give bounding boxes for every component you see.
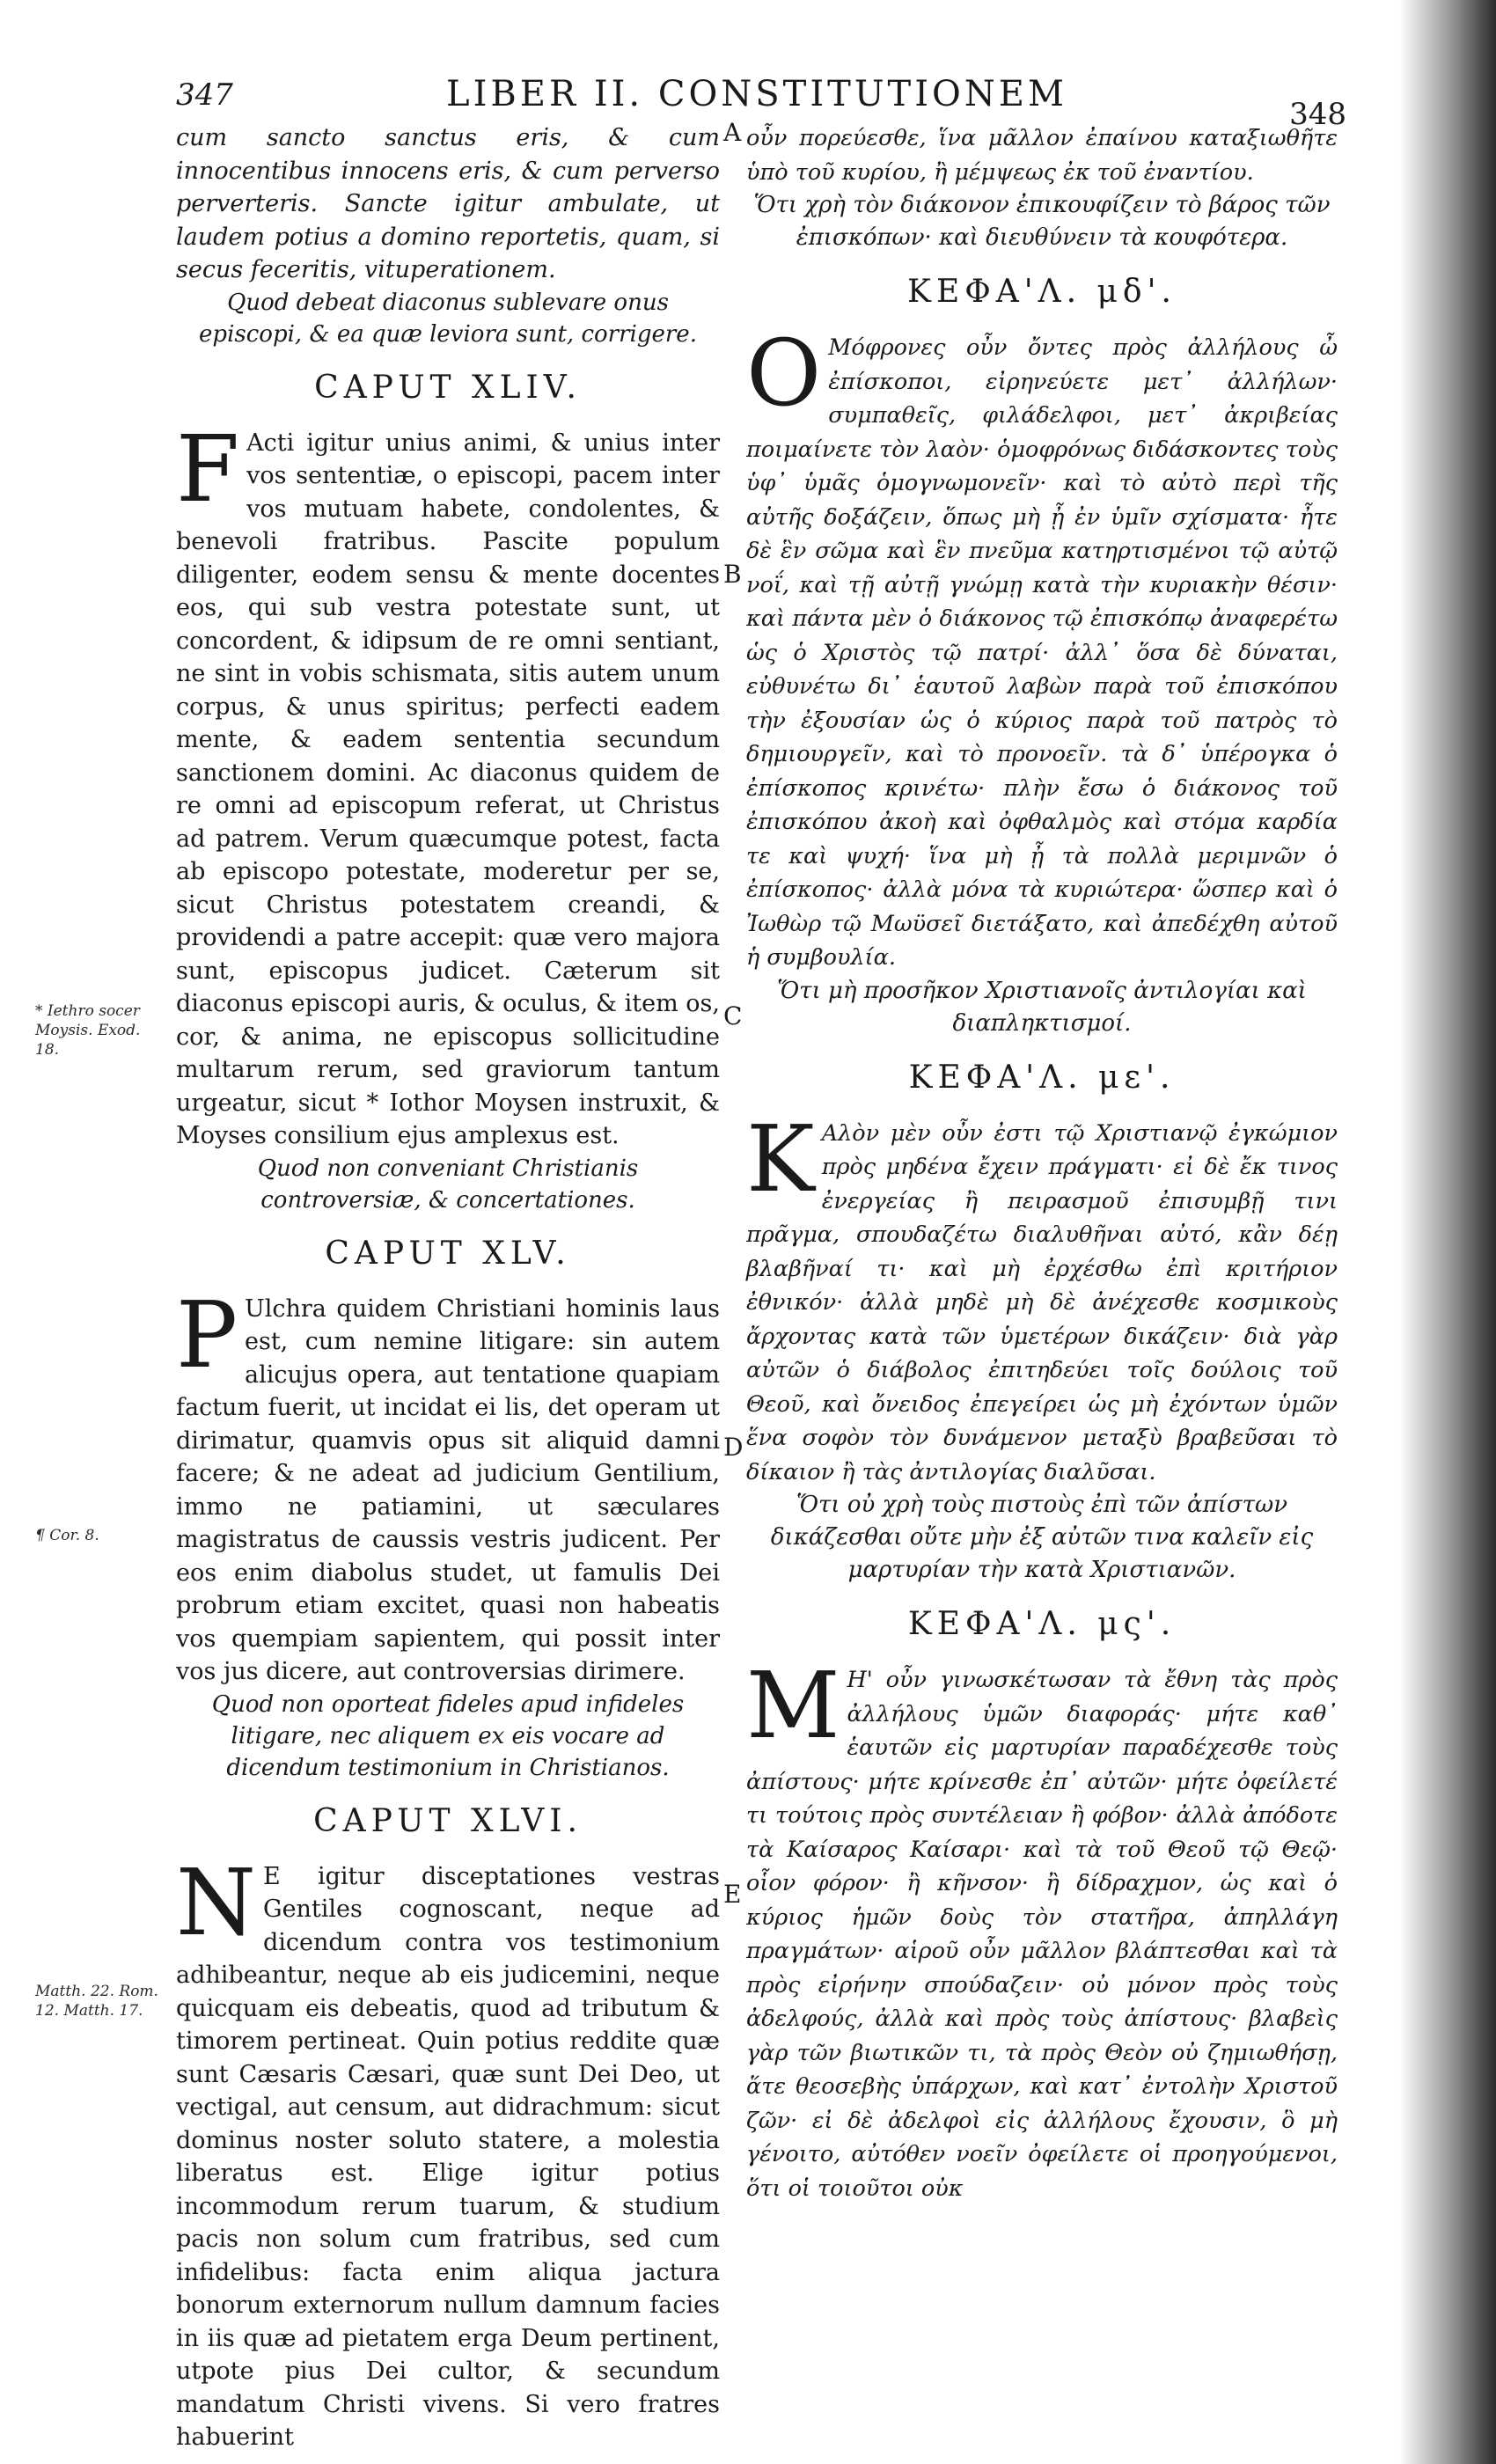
right-page-number: 348 bbox=[1289, 97, 1346, 132]
drop-cap-kappa: Κ bbox=[746, 1104, 815, 1213]
greek-chapter-46-body: Η' οὖν γινωσκέτωσαν τὰ ἔθνη τὰς πρὸς ἀλλήλους ὑμῶν διαφοράς· μήτε καθ᾽ ἑαυτῶν εἰς μαρτυρίαν παραδέχεσθε τοὺς ἀπίστους· μήτε κρίνεσθε ἐπ᾽ αὐτῶν· μήτε ὀφείλετέ τι τούτοις πρὸς συντέλειαν ἢ φόβον· ἀλλὰ ἀπόδοτε τὰ Καίσαρος Καίσαρι· καὶ τὰ τοῦ Θεοῦ τῷ Θεῷ· οἷον φόρον· ἢ κῆνσον· ἢ δίδραχμον, ὡς καὶ ὁ κύριος ἡμῶν δοὺς τὸν στατῆρα, ἀπηλλάγη πραγμάτων· αἱροῦ οὖν μᾶλλον βλάπτεσθαι καὶ τὰ πρὸς εἰρήνην σπούδαζειν· οὐ μόνον πρὸς τοὺς ἀδελφούς, ἀλλὰ καὶ πρὸς τοὺς ἀπίστους· βλαβεὶς γὰρ τῶν βιωτικῶν τι, τὰ πρὸς Θεὸν οὐ ζημιωθήσῃ, ἅτε θεοσεβὴς ὑπάρχων, καὶ κατ᾽ ἐντολὴν Χριστοῦ ζῶν· εἰ δὲ ἀδελφοὶ εἰς ἀλλήλους ἔχουσιν, ὃ μὴ γένοιτο, αὐτόθεν νοεῖν ὀφείλετε οἱ προηγούμενοι, ὅτι οἱ τοιοῦτοι οὐκ bbox=[746, 1667, 1338, 2202]
section-letter-a: A bbox=[723, 118, 742, 147]
drop-cap-mu: Μ bbox=[746, 1652, 840, 1759]
latin-chapter-45-text bbox=[176, 1280, 720, 1689]
left-page-number: 347 bbox=[176, 77, 233, 113]
greek-column bbox=[746, 121, 1338, 2394]
latin-chapter-46-heading: CAPUT XLVI. bbox=[313, 1802, 583, 1839]
latin-rubric-44: Quod debeat diaconus sublevare onus episcopi, & ea quæ leviora sunt, corrigere. bbox=[199, 289, 697, 348]
latin-chapter-44-text bbox=[176, 414, 720, 1153]
drop-cap-n: N bbox=[176, 1848, 256, 1956]
latin-column bbox=[176, 121, 720, 2451]
greek-chapter-46-heading: ΚΕΦΑ'Λ. μς'. bbox=[907, 1606, 1177, 1642]
latin-chapter-46-body: E igitur disceptationes vestras Gentiles cognoscant, neque ad dicendum contra vos testimonium adhibeantur, neque ab eis judicemini, neque quicquam eis debeatis, quod ad tributum & timorem pertineat. Quin potius reddite quæ sunt Cæsaris Cæsari, quæ sunt Dei Deo, ut vectigal, aut censum, aut didrachmum: sicut dominus noster soluto statere, a molestia liberatus est. Elige igitur potius incommodum rerum tuarum, & studium pacis non solum cum fratribus, sed cum infidelibus: facta enim aliqua jactura bonorum externorum nullum damnum facies in iis quæ ad pietatem erga Deum pertinent, utpote pius Dei cultor, & secundum mandatum Christi vivens. Si vero fratres habuerint bbox=[176, 1862, 720, 2451]
latin-chapter-46-text bbox=[176, 1848, 720, 2454]
running-head bbox=[176, 70, 1346, 132]
latin-continuation: cum sancto sanctus eris, & cum innocentibus innocens eris, & cum perverso perverteris. Sancte igitur ambulate, ut laudem potius a domino reportetis, quam, si secus feceritis, vituperationem. bbox=[176, 124, 720, 283]
greek-chapter-44-body: Μόφρονες οὖν ὄντες πρὸς ἀλλήλους ὦ ἐπίσκοποι, εἰρηνεύετε μετ᾽ ἀλλήλων· συμπαθεῖς, φιλάδελφοι, μετ᾽ ἀκριβείας ποιμαίνετε τὸν λαὸν· ὁμοφρόνως διδάσκοντες τοὺς ὑφ᾽ ὑμᾶς ὁμογνωμονεῖν· καὶ τὸ αὐτὸ περὶ τῆς αὐτῆς δοξάζειν, ὅπως μὴ ᾖ ἐν ὑμῖν σχίσματα· ἦτε δὲ ἓν σῶμα καὶ ἓν πνεῦμα κατηρτισμένοι τῷ αὐτῷ νοΐ, καὶ τῇ αὐτῇ γνώμῃ κατὰ τὴν κυριακὴν θέσιν· καὶ πάντα μὲν ὁ διάκονος τῷ ἐπισκόπῳ ἀναφερέτω ὡς ὁ Χριστὸς τῷ πατρί· ἀλλ᾽ ὅσα δὲ δύναται, εὐθυνέτω δι᾽ ἑαυτοῦ λαβὼν παρὰ τοῦ ἐπισκόπου τὴν ἐξουσίαν ὡς ὁ κύριος παρὰ τοῦ πατρὸς τὸ δημιουργεῖν, καὶ τὸ προνοεῖν. τὰ δ᾽ ὑπέρογκα ὁ ἐπίσκοπος κρινέτω· πλὴν ἔσω ὁ διάκονος τοῦ ἐπισκόπου ἀκοὴ καὶ ὀφθαλμὸς καὶ στόμα καρδία τε καὶ ψυχή· ἵνα μὴ ᾖ τὰ πολλὰ μεριμνῶν ὁ ἐπίσκοπος· ἀλλὰ μόνα τὰ κυριώτερα· ὥσπερ καὶ ὁ Ἰωθὼρ τῷ Μωϋσεῖ διετάξατο, καὶ ἀπεδέχθη αὐτοῦ ἡ συμβουλία. bbox=[746, 334, 1338, 971]
margin-note-jethro: * Iethro socer Moysis. Exod. 18. bbox=[35, 1002, 141, 1059]
section-letter-c: C bbox=[723, 1001, 743, 1030]
greek-chapter-44-text bbox=[746, 319, 1338, 975]
drop-cap-omicron: Ο bbox=[746, 319, 822, 427]
drop-cap-f: F bbox=[176, 414, 240, 523]
page-title: LIBER II. CONSTITUTIONEM bbox=[446, 74, 1067, 114]
greek-chapter-45-heading: ΚΕΦΑ'Λ. με'. bbox=[908, 1059, 1176, 1096]
greek-chapter-44-heading: ΚΕΦΑ'Λ. μδ'. bbox=[907, 274, 1177, 310]
latin-chapter-45-heading: CAPUT XLV. bbox=[325, 1235, 571, 1272]
greek-rubric-46: Ὅτι οὐ χρὴ τοὺς πιστοὺς ἐπὶ τῶν ἀπίστων δικάζεσθαι οὔτε μὴν ἐξ αὐτῶν τινα καλεῖν εἰς μαρτυρίαν τὴν κατὰ Χριστιανῶν. bbox=[770, 1492, 1314, 1583]
greek-chapter-46-text bbox=[746, 1652, 1338, 2205]
latin-rubric-45: Quod non conveniant Christianis controversiæ, & concertationes. bbox=[257, 1155, 639, 1214]
latin-rubric-46: Quod non oporteat fideles apud infideles litigare, nec aliquem ex eis vocare ad dicendum testimonium in Christianos. bbox=[211, 1690, 685, 1781]
greek-chapter-45-body: Αλὸν μὲν οὖν ἐστι τῷ Χριστιανῷ ἐγκώμιον πρὸς μηδένα ἔχειν πράγματι· εἰ δὲ ἔκ τινος ἐνεργείας ἢ πειρασμοῦ ἐπισυμβῇ τινι πρᾶγμα, σπουδαζέτω διαλυθῆναι αὐτό, κἂν δέῃ βλαβῆναί τι· καὶ μὴ ἐρχέσθω ἐπὶ κριτήριον ἐθνικόν· ἀλλὰ μηδὲ μὴ δὲ ἀνέχεσθε κοσμικοὺς ἄρχοντας κατὰ τῶν ὑμετέρων δικάζειν· διὰ γὰρ αὐτῶν ὁ διάβολος ἐπιτηδεύει τοῖς δούλοις τοῦ Θεοῦ, καὶ ὄνειδος ἐπεγείρει ὡς μὴ ἐχόντων ὑμῶν ἕνα σοφὸν τὸν δυνάμενον μεταξὺ βραβεῦσαι τὸ δίκαιον ἢ τὰς ἀντιλογίας διαλῦσαι. bbox=[746, 1119, 1338, 1485]
section-letter-d: D bbox=[723, 1433, 744, 1462]
section-letter-e: E bbox=[723, 1880, 742, 1909]
greek-rubric-45: Ὅτι μὴ προσῆκον Χριστιανοῖς ἀντιλογίαι καὶ διαπληκτισμοί. bbox=[777, 977, 1307, 1037]
page-edge-shadow bbox=[1399, 0, 1496, 2464]
section-letter-b: B bbox=[723, 560, 742, 589]
latin-chapter-45-body: Ulchra quidem Christiani hominis laus est, cum nemine litigare: sin autem alicujus opera, aut tentatione quapiam factum fuerit, ut incidat ei lis, det operam ut dirimatur, quamvis opus sit aliquid damni facere; & ne adeat ad judicium Gentilium, immo ne patiamini, ut sæculares magistratus de caussis vestris judicent. Per eos enim diabolus studet, ut famulis Dei probrum etiam excitet, quasi non habeatis vos quempiam sapientem, qui possit inter vos jus dicere, aut controversias dirimere. bbox=[176, 1294, 720, 1685]
drop-cap-p: P bbox=[176, 1280, 238, 1389]
margin-note-matth: Matth. 22. Rom. 12. Matth. 17. bbox=[35, 1983, 158, 2020]
greek-continuation: οὖν πορεύεσθε, ἵνα μᾶλλον ἐπαίνου καταξιωθῆτε ὑπὸ τοῦ κυρίου, ἢ μέμψεως ἐκ τοῦ ἐναντίου. bbox=[746, 125, 1338, 186]
margin-note-cor: ¶ Cor. 8. bbox=[35, 1527, 99, 1544]
latin-chapter-44-body: Acti igitur unius animi, & unius inter vos sententiæ, o episcopi, pacem inter vos mutuam habete, condolentes, & benevoli fratribus. Pascite populum diligenter, eodem sensu & mente docentes eos, qui sub vestra potestate sunt, ut concordent, & idipsum de re omni sentiant, ne sint in vobis schismata, sitis autem unum corpus, & unus spiritus; perfecti eadem mente, & eadem sententia secundum sanctionem domini. Ac diaconus quidem de re omni ad episcopum referat, ut Christus ad patrem. Verum quæcumque potest, facta ab episcopo potestate, moderetur per se, sicut Christus potestatem creandi, & providendi a patre accepit: quæ vero majora sunt, episcopus judicet. Cæterum sit diaconus episcopi auris, & oculus, & item os, cor, & anima, ne episcopus sollicitudine multarum rerum, sed graviorum tantum urgeatur, sicut * Iothor Moysen instruxit, & Moyses consilium ejus amplexus est. bbox=[176, 429, 720, 1149]
greek-chapter-45-text bbox=[746, 1104, 1338, 1490]
latin-chapter-44-heading: CAPUT XLIV. bbox=[314, 369, 582, 406]
greek-rubric-44: Ὅτι χρὴ τὸν διάκονον ἐπικουφίζειν τὸ βάρος τῶν ἐπισκόπων· καὶ διευθύνειν τὰ κουφότερα. bbox=[753, 192, 1331, 251]
